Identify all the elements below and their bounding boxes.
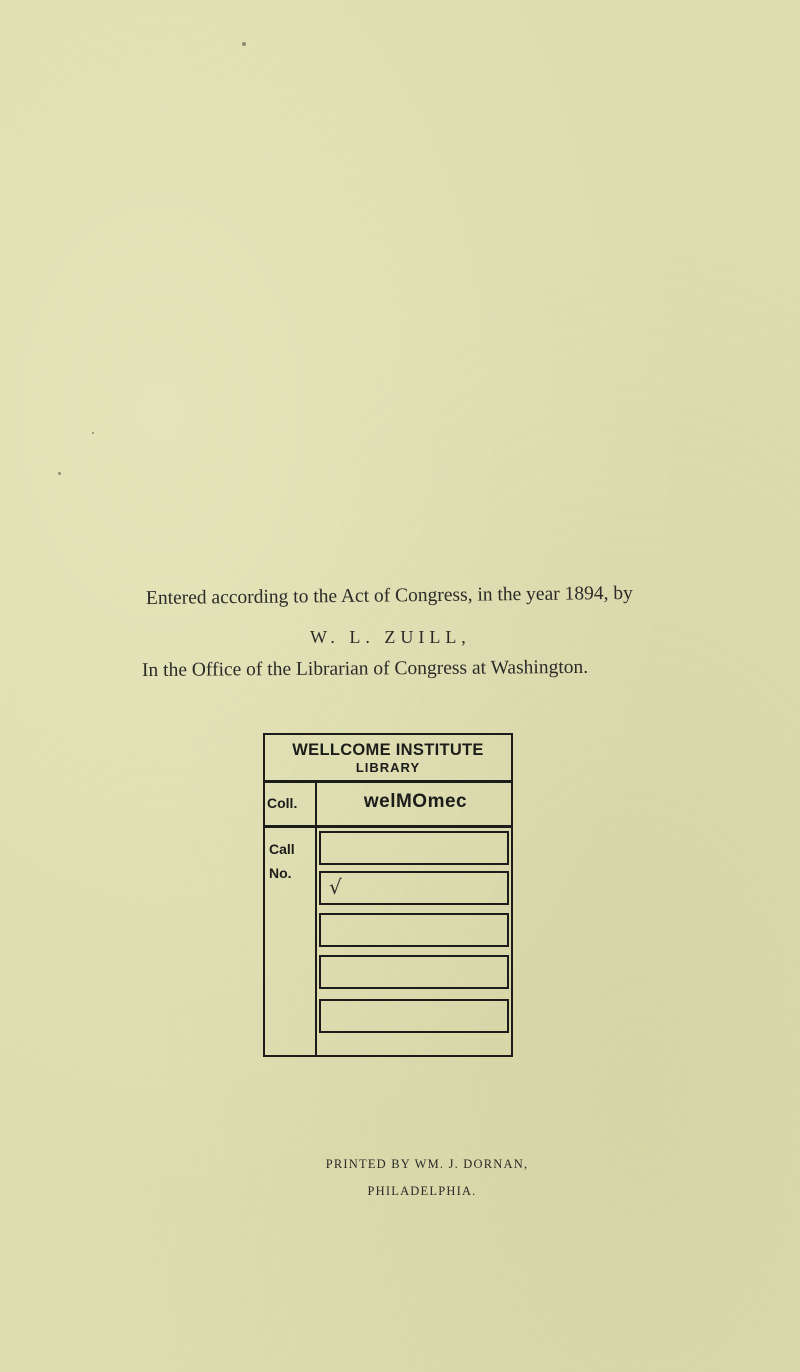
stamp-call-box <box>319 913 509 947</box>
stamp-coll-value: welMOmec <box>363 791 468 812</box>
stamp-call-box <box>319 999 509 1033</box>
stamp-coll-label: Coll. <box>267 795 298 811</box>
stamp-call-box <box>319 871 509 905</box>
copyright-line-3: In the Office of the Librarian of Congress at Washington. <box>141 656 589 681</box>
stamp-call-box <box>319 831 509 865</box>
stamp-call-label-line-2: No. <box>269 865 292 881</box>
stamp-column-divider <box>315 783 317 1057</box>
printer-line-2: PHILADELPHIA. <box>367 1184 477 1198</box>
copyright-line-1: Entered according to the Act of Congress, in the year 1894, by <box>145 582 633 609</box>
library-stamp <box>263 733 513 1057</box>
paper-speck <box>242 42 246 46</box>
stamp-library: LIBRARY <box>355 760 421 775</box>
checkmark-icon: √ <box>329 875 342 899</box>
copyright-holder: W. L. ZUILL, <box>310 627 471 647</box>
stamp-call-label-line-1: Call <box>269 841 295 857</box>
stamp-call-label <box>269 837 295 885</box>
stamp-header <box>263 733 513 783</box>
stamp-institute: WELLCOME INSTITUTE <box>292 741 484 759</box>
printer-line-1: PRINTED BY WM. J. DORNAN, <box>325 1157 529 1171</box>
stamp-call-box <box>319 955 509 989</box>
paper-speck <box>92 432 94 434</box>
paper-speck <box>58 472 61 475</box>
